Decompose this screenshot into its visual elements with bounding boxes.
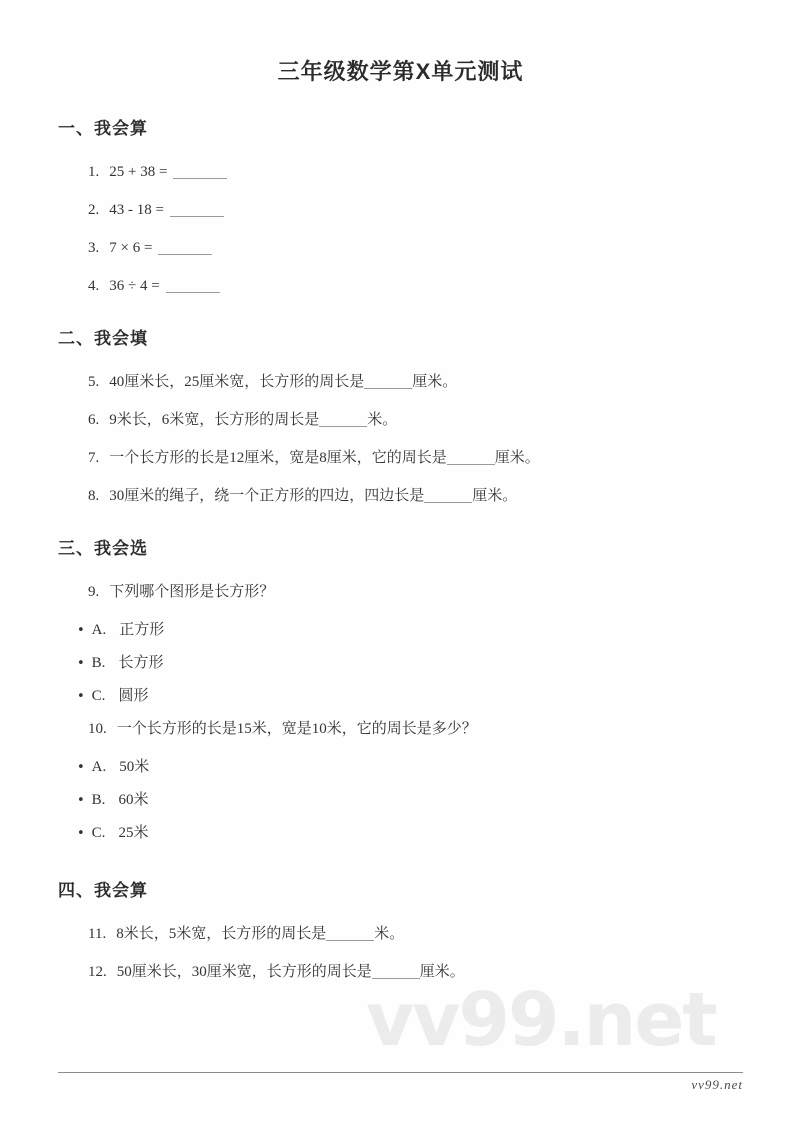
section-choice: [58, 538, 743, 844]
question-number: 5.: [88, 374, 100, 390]
question-number: 3.: [88, 240, 100, 256]
options-list: [58, 620, 743, 707]
option-label: B.: [91, 792, 106, 808]
question-text-after: 厘米。: [412, 374, 458, 390]
option-label: B.: [91, 655, 106, 671]
question-text-after: 厘米。: [494, 450, 540, 466]
option-row: [58, 823, 743, 844]
question-row: [58, 924, 743, 944]
question-text-after: 米。: [367, 412, 398, 428]
question-number: 4.: [88, 278, 100, 294]
section-heading-1: 一、我会算: [58, 119, 148, 138]
question-row: [58, 962, 743, 982]
bullet-icon: •: [77, 623, 85, 638]
section-heading-4: 四、我会算: [58, 881, 148, 900]
option-row: [58, 686, 743, 707]
option-text: 圆形: [118, 688, 149, 704]
question-text: 43 - 18 =: [109, 202, 164, 218]
answer-blank: [424, 489, 472, 503]
question-number: 11.: [88, 926, 107, 942]
bullet-icon: •: [77, 826, 85, 841]
question-text: 40厘米长，25厘米宽，长方形的周长是: [109, 374, 365, 390]
question-number: 8.: [88, 488, 100, 504]
question-text: 7 × 6 =: [109, 240, 153, 256]
question-row: [58, 410, 743, 430]
question-row: [58, 448, 743, 468]
question-number: 12.: [88, 964, 107, 980]
option-label: A.: [91, 622, 107, 638]
answer-blank: [364, 375, 412, 389]
answer-blank: [326, 927, 374, 941]
answer-blank: [447, 451, 495, 465]
section-fill: [58, 328, 743, 506]
bullet-icon: •: [77, 656, 85, 671]
answer-blank: [319, 413, 367, 427]
option-text: 长方形: [118, 655, 164, 671]
option-label: C.: [91, 825, 106, 841]
question-text: 50厘米长，30厘米宽，长方形的周长是: [116, 964, 372, 980]
question-text-after: 米。: [374, 926, 405, 942]
answer-blank: [158, 241, 212, 255]
option-text: 50米: [119, 759, 150, 775]
options-list: [58, 757, 743, 844]
option-row: [58, 790, 743, 811]
bullet-icon: •: [77, 793, 85, 808]
footer-site-label: vv99.net: [691, 1077, 743, 1092]
option-row: [58, 620, 743, 641]
question-row: [58, 200, 743, 220]
option-row: [58, 757, 743, 778]
section-calc-2: [58, 880, 743, 982]
option-label: C.: [91, 688, 106, 704]
question-row: [58, 719, 743, 739]
section-heading-3: 三、我会选: [58, 539, 148, 558]
question-row: [58, 238, 743, 258]
answer-blank: [173, 165, 227, 179]
question-text: 25 + 38 =: [109, 164, 168, 180]
question-number: 7.: [88, 450, 100, 466]
question-text: 一个长方形的长是12厘米，宽是8厘米，它的周长是: [109, 450, 447, 466]
watermark: vv99.net: [366, 977, 716, 1063]
section-calc-1: [58, 118, 743, 296]
question-row: [58, 162, 743, 182]
answer-blank: [372, 965, 420, 979]
question-text: 36 ÷ 4 =: [109, 278, 160, 294]
question-row: [58, 276, 743, 296]
question-number: 6.: [88, 412, 100, 428]
question-number: 1.: [88, 164, 100, 180]
page-title: 三年级数学第X单元测试: [277, 59, 524, 84]
option-row: [58, 653, 743, 674]
bullet-icon: •: [77, 760, 85, 775]
question-number: 10.: [88, 721, 107, 737]
question-text-after: 厘米。: [472, 488, 518, 504]
option-label: A.: [91, 759, 107, 775]
question-row: [58, 372, 743, 392]
answer-blank: [170, 203, 224, 217]
question-text-after: 厘米。: [419, 964, 465, 980]
question-text: 8米长，5米宽，长方形的周长是: [116, 926, 327, 942]
question-text: 下列哪个图形是长方形？: [109, 584, 275, 600]
option-text: 60米: [118, 792, 149, 808]
question-text: 一个长方形的长是15米，宽是10米，它的周长是多少？: [116, 721, 477, 737]
option-text: 25米: [118, 825, 149, 841]
bullet-icon: •: [77, 689, 85, 704]
section-heading-2: 二、我会填: [58, 329, 148, 348]
answer-blank: [166, 279, 220, 293]
question-text: 9米长，6米宽，长方形的周长是: [109, 412, 320, 428]
question-row: [58, 582, 743, 602]
question-number: 2.: [88, 202, 100, 218]
question-text: 30厘米的绳子，绕一个正方形的四边，四边长是: [109, 488, 425, 504]
footer-divider: [58, 1072, 743, 1073]
question-number: 9.: [88, 584, 100, 600]
option-text: 正方形: [119, 622, 165, 638]
question-row: [58, 486, 743, 506]
